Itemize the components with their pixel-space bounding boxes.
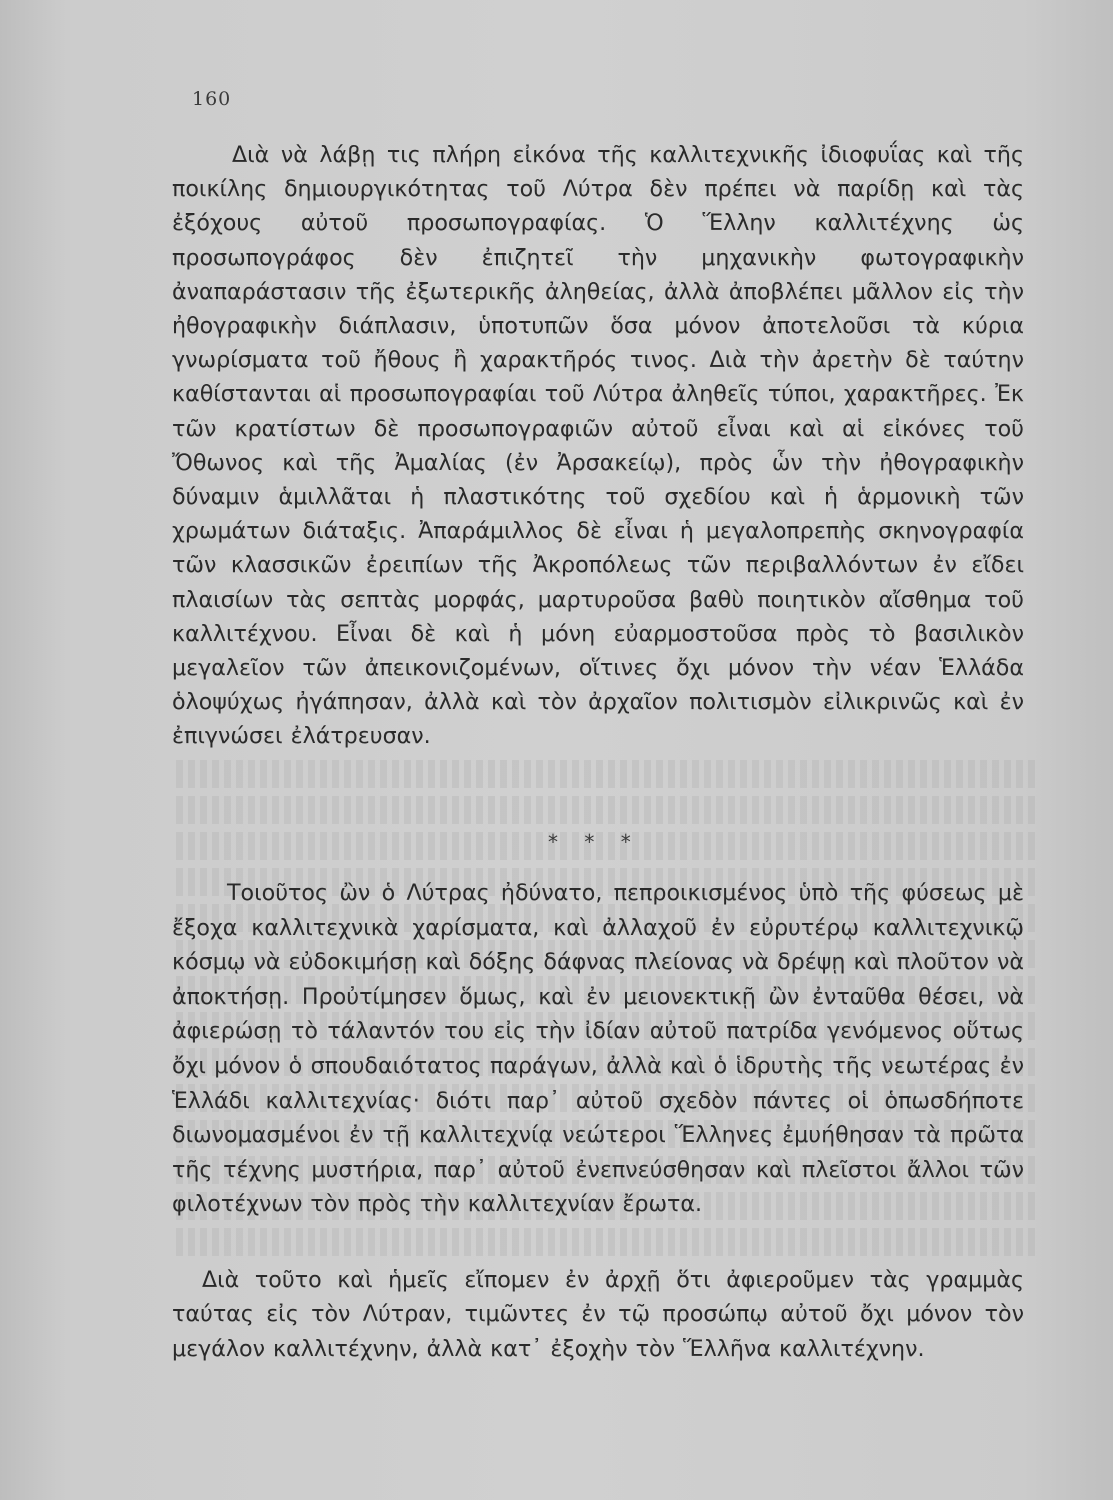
paragraph-dedication: Διὰ τοῦτο καὶ ἡμεῖς εἴπομεν ἐν ἀρχῇ ὅτι ἀφιεροῦμεν τὰς γραμμὰς ταύτας εἰς τὸν Λύτραν, τιμῶντες ἐν τῷ προσώπῳ αὐτοῦ ὄχι μόνον τὸν μεγάλον καλλιτέχνην, ἀλλὰ κατ᾽ ἐξοχὴν τὸν Ἕλλῆνα καλλιτέχνην. bbox=[172, 1267, 1024, 1362]
paragraph-legacy: Τοιοῦτος ὢν ὁ Λύτρας ἠδύνατο, πεπροικισμένος ὑπὸ τῆς φύσεως μὲ ἔξοχα καλλιτεχνικὰ χαρίσματα, καὶ ἀλλαχοῦ ἐν εὐρυτέρῳ καλλιτεχνικῷ κόσμῳ νὰ εὐδοκιμήσῃ καὶ δόξης δάφνας πλείονας νὰ δρέψῃ καὶ πλοῦτον νὰ ἀποκτήσῃ. Προὐτίμησεν ὅμως, καὶ ἐν μειονεκτικῇ ὢν ἐνταῦθα θέσει, νὰ ἀφιερώσῃ τὸ τάλαντόν του εἰς τὴν ἰδίαν αὐτοῦ πατρίδα γενόμενος οὕτως ὄχι μόνον ὁ σπουδαιότατος παράγων, ἀλλὰ καὶ ὁ ἱδρυτὴς τῆς νεωτέρας ἐν Ἑλλάδι καλλιτεχνίας· διότι παρ᾽ αὐτοῦ σχεδὸν πάντες οἱ ὁπωσδήποτε διωνομασμένοι ἐν τῇ καλλιτεχνίᾳ νεώτεροι Ἕλληνες ἐμυήθησαν τὰ πρῶτα τῆς τέχνης μυστήρια, παρ᾽ αὐτοῦ ἐνεπνεύσθησαν καὶ πλεῖστοι ἄλλοι τῶν φιλοτέχνων τὸν πρὸς τὴν καλλιτεχνίαν ἔρωτα. bbox=[172, 880, 1025, 1218]
page-number: 160 bbox=[192, 88, 232, 110]
paragraph-portraits: Διὰ νὰ λάβῃ τις πλήρη εἰκόνα τῆς καλλιτεχνικῆς ἰδιοφυΐας καὶ τῆς ποικίλης δημιουργικότητας τοῦ Λύτρα δὲν πρέπει νὰ παρίδῃ καὶ τὰς ἐξόχους αὐτοῦ προσωπογραφίας. Ὁ Ἕλλην καλλιτέχνης ὡς προσωπογράφος δὲν ἐπιζητεῖ τὴν μηχανικὴν φωτογραφικὴν ἀναπαράστασιν τῆς ἐξωτερικῆς ἀληθείας, ἀλλὰ ἀποβλέπει μᾶλλον εἰς τὴν ἠθογραφικὴν διάπλασιν, ὑποτυπῶν ὅσα μόνον ἀποτελοῦσι τὰ κύρια γνωρίσματα τοῦ ἤθους ἢ χαρακτῆρός τινος. Διὰ τὴν ἀρετὴν δὲ ταύτην καθίστανται αἱ προσωπογραφίαι τοῦ Λύτρα ἀληθεῖς τύποι, χαρακτῆρες. Ἐκ τῶν κρατίστων δὲ προσωπογραφιῶν αὐτοῦ εἶναι καὶ αἱ εἰκόνες τοῦ Ὄθωνος καὶ τῆς Ἀμαλίας (ἐν Ἀρσακείῳ), πρὸς ὧν τὴν ἠθογραφικὴν δύναμιν ἁμιλλᾶται ἡ πλαστικότης τοῦ σχεδίου καὶ ἡ ἁρμονικὴ τῶν χρωμάτων διάταξις. Ἀπαράμιλλος δὲ εἶναι ἡ μεγαλοπρεπὴς σκηνογραφία τῶν κλασσικῶν ἐρειπίων τῆς Ἀκροπόλεως τῶν περιβαλλόντων ἐν εἴδει πλαισίων τὰς σεπτὰς μορφάς, μαρτυροῦσα βαθὺ ποιητικὸν αἴσθημα τοῦ καλλιτέχνου. Εἶναι δὲ καὶ ἡ μόνη εὐαρμοστοῦσα πρὸς τὸ βασιλικὸν μεγαλεῖον τῶν ἀπεικονιζομένων, οἵτινες ὄχι μόνον τὴν νέαν Ἑλλάδα ὁλοψύχως ἠγάπησαν, ἀλλὰ καὶ τὸν ἀρχαῖον πολιτισμὸν εἰλικρινῶς καὶ ἐν ἐπιγνώσει ἐλάτρευσαν. bbox=[172, 142, 1024, 750]
section-break: * * * bbox=[548, 830, 641, 854]
